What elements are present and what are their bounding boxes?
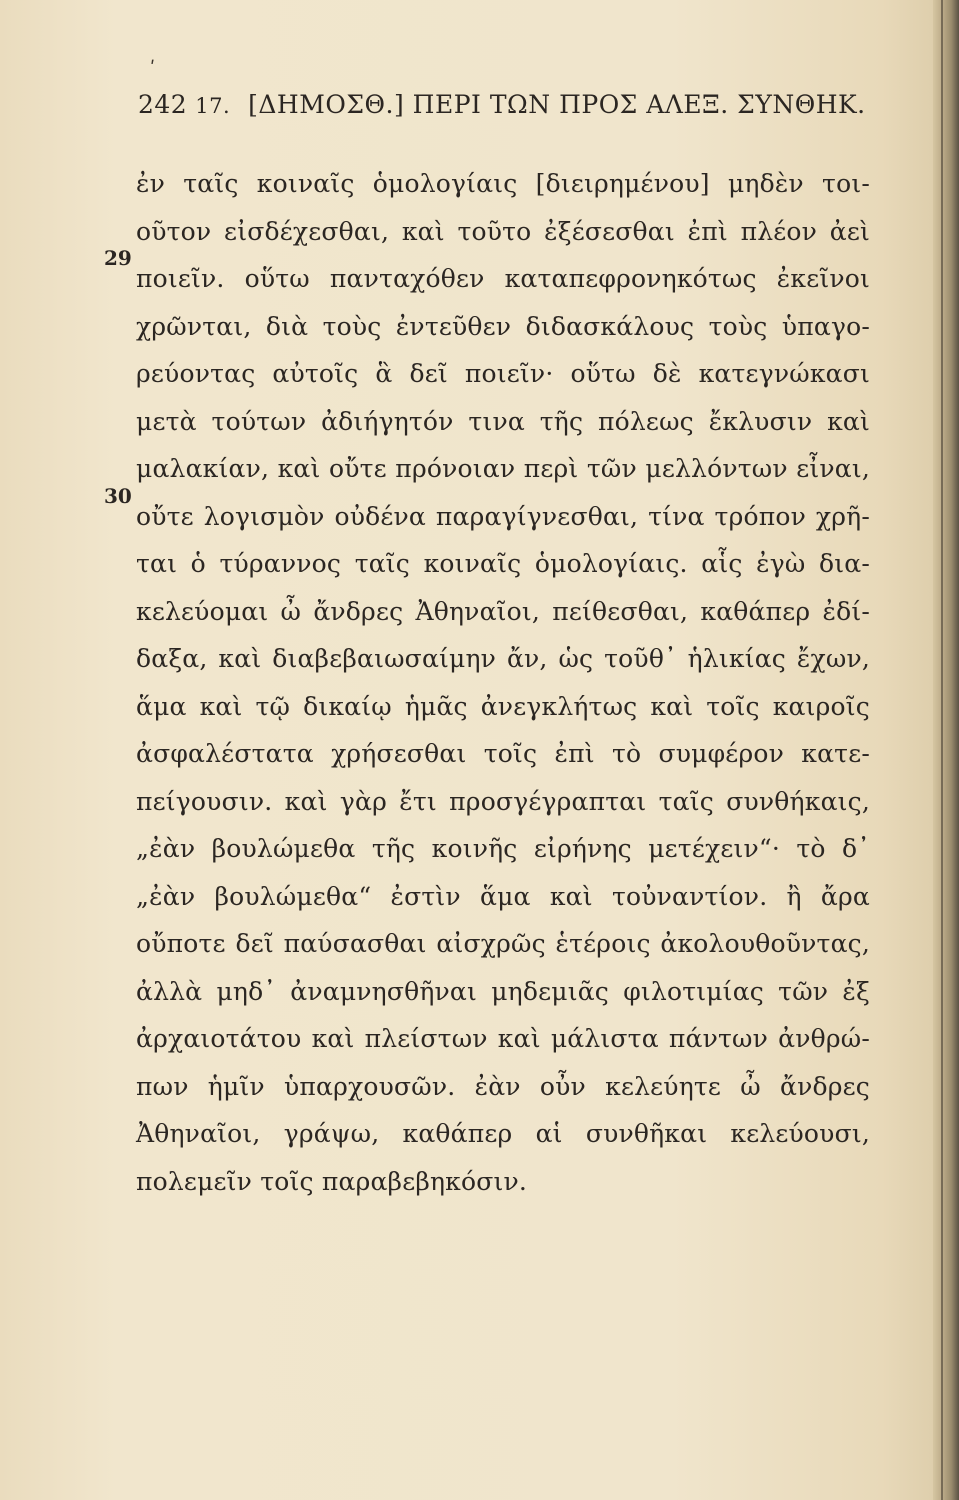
header-title: [ΔΗΜΟΣΘ.] ΠΕΡΙ ΤΩΝ ΠΡΟΣ ΑΛΕΞ. ΣΥΝΘΗΚ.	[248, 90, 866, 119]
text-line: οῦτον εἰσδέχεσθαι, καὶ τοῦτο ἐξέσεσθαι ἐπὶ πλέον ἀεὶ	[136, 216, 870, 246]
text-block	[136, 160, 870, 1205]
running-header	[138, 90, 866, 119]
page-number: 242	[138, 90, 188, 119]
section-number: 17.	[195, 94, 231, 118]
text-line: δαξα, καὶ διαβεβαιωσαίμην ἄν, ὡς τοῦθ᾽ ἡλικίας ἔχων,	[136, 644, 870, 673]
text-line: ἀρχαιοτάτου καὶ πλείστων καὶ μάλιστα πάντων ἀνθρώ-	[136, 1024, 870, 1053]
text-line: ἀσφαλέστατα χρήσεσθαι τοῖς ἐπὶ τὸ συμφέρον κατε-	[136, 739, 870, 768]
text-line: μετὰ τούτων ἀδιήγητόν τινα τῆς πόλεως ἔκλυσιν καὶ	[136, 406, 870, 436]
text-line: ἀλλὰ μηδ᾽ ἀναμνησθῆναι μηδεμιᾶς φιλοτιμίας τῶν ἐξ	[136, 976, 870, 1006]
text-line: κελεύομαι ὦ ἄνδρες Ἀθηναῖοι, πείθεσθαι, καθάπερ ἐδί-	[136, 596, 870, 626]
margin-line-number-29: 29	[104, 246, 132, 270]
text-line: μαλακίαν, καὶ οὔτε πρόνοιαν περὶ τῶν μελλόντων εἶναι,	[136, 454, 870, 483]
text-line: ἐν ταῖς κοιναῖς ὁμολογίαις [διειρημένου] μηδὲν τοι-	[136, 169, 870, 198]
text-line: οὔποτε δεῖ παύσασθαι αἰσχρῶς ἑτέροις ἀκολουθοῦντας,	[136, 929, 870, 958]
pencil-mark: ʹ	[150, 58, 156, 79]
page-edge-shadow	[933, 0, 959, 1500]
text-line: πολεμεῖν τοῖς παραβεβηκόσιν.	[136, 1166, 528, 1196]
text-line: ρεύοντας αὐτοῖς ἃ δεῖ ποιεῖν· οὕτω δὲ κατεγνώκασι	[136, 359, 870, 388]
text-line: „ἐὰν βουλώμεθα τῆς κοινῆς εἰρήνης μετέχειν“· τὸ δ᾽	[136, 834, 870, 863]
text-line: „ἐὰν βουλώμεθα“ ἐστὶν ἅμα καὶ τοὐναντίον. ἢ ἄρα	[136, 881, 870, 911]
text-line: οὔτε λογισμὸν οὐδένα παραγίγνεσθαι, τίνα τρόπον χρῆ-	[136, 501, 870, 531]
text-line: ποιεῖν. οὕτω πανταχόθεν καταπεφρονηκότως ἐκεῖνοι	[136, 264, 870, 293]
text-line: ἅμα καὶ τῷ δικαίῳ ἡμᾶς ἀνεγκλήτως καὶ τοῖς καιροῖς	[136, 691, 870, 721]
text-line: πων ἡμῖν ὑπαρχουσῶν. ἐὰν οὖν κελεύητε ὦ ἄνδρες	[136, 1071, 870, 1101]
margin-line-number-30: 30	[104, 484, 132, 508]
text-line: Ἀθηναῖοι, γράψω, καθάπερ αἱ συνθῆκαι κελεύουσι,	[136, 1119, 870, 1148]
text-line: πείγουσιν. καὶ γὰρ ἔτι προσγέγραπται ταῖς συνθήκαις,	[136, 786, 870, 816]
text-line: χρῶνται, διὰ τοὺς ἐντεῦθεν διδασκάλους τοὺς ὑπαγο-	[136, 311, 870, 341]
page-edge-line	[941, 0, 943, 1500]
text-line: ται ὁ τύραννος ταῖς κοιναῖς ὁμολογίαις. αἷς ἐγὼ δια-	[136, 549, 870, 578]
